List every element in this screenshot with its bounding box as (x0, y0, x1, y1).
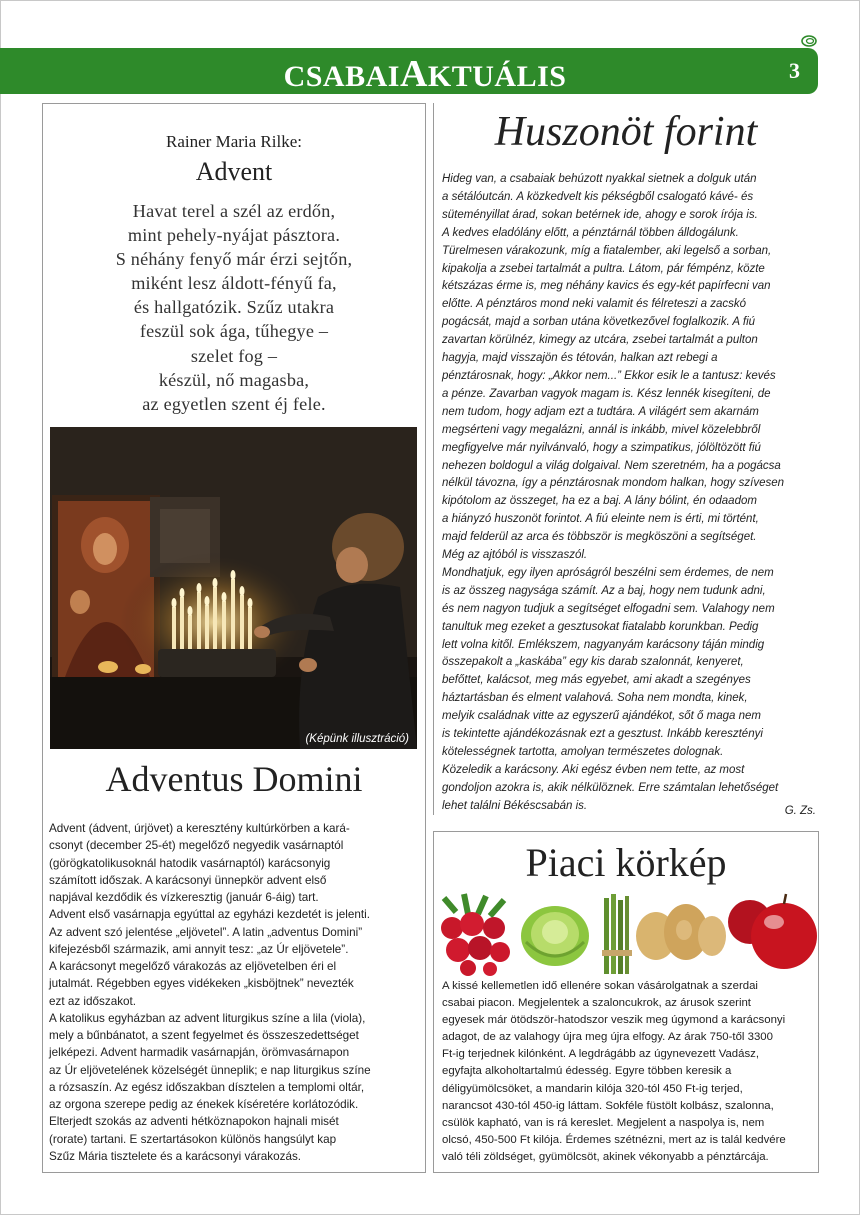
poem-line: szelet fog – (190, 345, 278, 366)
body-line: az Úr eljövetelének közelségét ünneplik; e nap liturgikus színe (49, 1063, 371, 1077)
body-line: kipótolom az összeget, ha ez a baj. A lány bólint, én odaadom (442, 495, 757, 508)
body-line: kifejezésből származik, ami annyit tesz: „az Úr eljövetele”. (49, 942, 349, 956)
body-line: megfigyelve már nyilvánvaló, hogy a szimpatikus, jólöltözött fiú (442, 441, 761, 454)
poem-author: Rainer Maria Rilke: (166, 132, 302, 151)
candles-photo-art (50, 427, 417, 749)
body-line: süteményillat árad, sokan betérnek ide, ahogy e sorok írója is. (442, 208, 758, 221)
story-title: Huszonöt forint (494, 109, 758, 155)
body-line: lehet találni Békéscsabán is. (442, 799, 588, 812)
poem-body (42, 199, 426, 416)
body-line: gondoljon azokra is, akik nélkülöznek. Erre számtalan lehetőséget (442, 781, 779, 794)
body-line: való téli zöldséget, gyümölcsöt, akinek vékonyabb a pénztárcája. (442, 1150, 769, 1163)
body-line: A kissé kellemetlen idő ellenére sokan vásárolgatnak a szerdai (442, 980, 758, 992)
body-line: csabai piacon. Megjelentek a szaloncukrok, az árusok szerint (442, 997, 751, 1010)
body-line: melyik családnak vitte az egyszerű ajándékot, sőt ő maga nem (442, 710, 761, 723)
body-line: Advent első vasárnapja egyúttal az egyházi kezdetét is jelenti. (49, 908, 370, 922)
body-line: is az összeg nagysága számít. Az a baj, hogy nem tudunk adni, (442, 584, 766, 597)
body-line: (rorate) tartani. E szertartásokon különös hangsúlyt kap (49, 1132, 337, 1146)
body-line: csülök kapható, van is rá kereslet. Megjelent a naspolya is, nem (442, 1116, 765, 1129)
body-line: befőttet, kalácsot, meg más egyebet, ami akadt a szegényes (442, 674, 751, 687)
body-line: déligyümölcsöket, a mandarin kilója 320-tól 450 Ft-ig terjed, (442, 1082, 743, 1095)
masthead-part2: A (399, 53, 428, 95)
body-line: A kedves eladólány előtt, a pénztárnál többen álldogálunk. (442, 226, 739, 239)
swirl-logo-icon (800, 34, 818, 48)
poem-line: és hallgatózik. Szűz utakra (133, 297, 335, 318)
body-line: a pénze. Zavarban vagyok magam is. Kész lennék kisegíteni, de (442, 387, 771, 400)
poem-line: S néhány fenyő már érzi sejtőn, (115, 249, 353, 270)
candles-photo (50, 427, 417, 749)
poem-line: miként lesz áldott-fényű fa, (131, 273, 337, 294)
body-line: lett volna kitől. Emlékszem, nagyanyám karácsony táján mindig (442, 638, 765, 651)
adventus-body (49, 820, 423, 1165)
body-line: Türelmesen várakozunk, míg a fiatalember, aki legelső a sorban, (442, 244, 772, 257)
body-line: a sétálóutcán. A közkedvelt kis pékségből csalogató kávé- és (442, 190, 754, 203)
body-line: kétszázas érme is, meg néhány kavics és egy-két papírfecni van (442, 280, 771, 293)
body-line: Az advent szó jelentése „eljövetel”. A latin „adventus Domini” (49, 925, 363, 939)
body-line: megsérteni vagy megalázni, annál is inkább, mivel közelebbről (442, 423, 761, 436)
body-line: majd felderül az arca és többször is megköszöni a segítséget. (442, 531, 757, 544)
body-line: A karácsonyt megelőző várakozás az eljövetelben éri el (49, 960, 337, 973)
body-line: nem tudom, hogy adjam ezt a tudtára. A világért sem akarnám (442, 405, 759, 418)
body-line: Elterjedt szokás az adventi hétköznapokon hajnali misét (49, 1115, 339, 1129)
potato-image (634, 892, 726, 976)
body-line: a hiányzó huszonöt forintot. A fiú eleinte nem is érti, mi történt, (442, 513, 759, 526)
radish-image (434, 892, 514, 976)
body-line: jelképezi. Advent harmadik vasárnapján, örömvasárnapon (49, 1046, 350, 1060)
apple-image (728, 892, 818, 976)
body-line: nélkül távozna, így a pénztárosnak mondom halkan, hogy szívesen (442, 477, 785, 490)
story-body (442, 171, 814, 816)
body-line: tanultuk meg ezeket a gesztusokat fiatalabb korunkban. Pedig (442, 620, 759, 633)
poem-line: az egyetlen szent éj fele. (142, 393, 326, 414)
body-line: a rózsaszín. Az egész időszakban dísztelen a templomi oltár, (49, 1080, 365, 1094)
body-line: ezt az időszakot. (49, 994, 137, 1008)
page-number: 3 (789, 58, 800, 83)
body-line: jutalmát. Régebben egyes vidékeken „kisböjtnek” nevezték (49, 977, 354, 991)
body-line: A katolikus egyházban az advent liturgikus színe a lila (viola), (49, 1011, 366, 1025)
body-line: mely a bűnbánatot, a szent fegyelmet és összeszedettséget (49, 1029, 359, 1042)
poem-line: készül, nő magasba, (158, 369, 310, 390)
body-line: kipakolja a zsebei tartalmát a pultra. Látom, pár fémpénz, közte (442, 262, 765, 275)
body-line: olcsó, 450-500 Ft kilója. Érdemes szétnézni, mert az is talál kedvére (442, 1133, 786, 1146)
body-line: adagot, de az valahogy újra meg újra elfogy. Az árak 750-től 3300 (442, 1031, 773, 1044)
masthead-title (260, 52, 590, 96)
body-line: egyfajta alkoholtartalmú édesség. Egyre többen keresik a (442, 1065, 732, 1078)
body-line: Közeledik a karácsony. Aki egész évben nem tette, az most (442, 763, 745, 776)
body-line: zavartan körülnéz, kimegy az utcára, zsebei tartalmát a pulton (442, 334, 758, 347)
poem-line: mint pehely-nyájat pásztora. (127, 225, 341, 246)
asparagus-image (596, 892, 632, 976)
masthead-part3: KTUÁLIS (427, 60, 567, 93)
poem-line: feszül sok ága, tűhegye – (139, 321, 329, 342)
produce-photo-strip (434, 892, 818, 976)
body-line: napjával kezdődik és vízkeresztig (január 6-áig) tart. (49, 891, 319, 904)
lettuce-image (516, 892, 594, 976)
market-title: Piaci körkép (525, 840, 727, 885)
body-line: is tekintette ajándékozásnak ezt a gesztust. Inkább keresztényi (442, 728, 763, 741)
body-line: Ft-ig terjednek kilónként. A legdrágább az úgynevezett Vadász, (442, 1048, 760, 1061)
body-line: csonyt (december 25-ét) megelőző negyedik vasárnaptól (49, 839, 344, 853)
photo-caption: (Képünk illusztráció) (305, 733, 409, 745)
body-line: narancsot 430-tól 450-ig láttam. Sokféle füstölt kolbász, szalonna, (442, 1099, 774, 1112)
body-line: hagyja, majd visszajön és tétován, halkan azt rebegi a (442, 352, 718, 365)
body-line: előtte. A pénztáros mond neki valamit és félreteszi a zacskó (442, 298, 747, 311)
body-line: háztartásban és elment valahová. Soha nem mondta, kinek, (442, 692, 748, 705)
body-line: összepakolt a „kaskába” egy kis darab szalonnát, kenyeret, (442, 656, 744, 669)
body-line: pénztárosnak, hogy: „Akkor nem...” Ekkor esik le a tantusz: kevés (442, 369, 776, 382)
poem-title: Advent (195, 157, 273, 186)
body-line: kötelességnek tartotta, amolyan természetes dolognak. (442, 746, 724, 758)
body-line: Mondhatjuk, egy ilyen apróságról beszélni sem érdemes, de nem (442, 566, 774, 579)
body-line: Hideg van, a csabaiak behúzott nyakkal sietnek a dolguk után (442, 173, 757, 185)
body-line: Még az ajtóból is visszaszól. (442, 549, 588, 562)
body-line: Advent (ádvent, úrjövet) a keresztény kultúrkörben a kará- (49, 822, 350, 835)
body-line: (görögkatolikusoknál hatodik vasárnaptól) karácsonyig (49, 856, 331, 870)
adventus-title: Adventus Domini (105, 759, 363, 799)
body-line: egyesek már ötödször-hatodszor veszik meg úgymond a karácsonyi (442, 1014, 786, 1027)
produce-photo-art (434, 892, 818, 976)
masthead-part1: CSABAI (283, 60, 400, 93)
column-divider (433, 103, 434, 815)
body-line: számított időszak. A karácsonyi ünnepkör advent első (49, 873, 327, 887)
story-signature: G. Zs. (784, 805, 816, 817)
body-line: nehezen boldogul a világ dolgaival. Nem szeretném, ha a pogácsa (442, 459, 781, 472)
body-line: az orgona szerepe pedig az énekek kíséretére korlátozódik. (49, 1098, 359, 1111)
market-body (442, 978, 814, 1166)
poem-line: Havat terel a szél az erdőn, (132, 201, 336, 221)
body-line: Szűz Mária tisztelete és a karácsonyi várakozás. (49, 1149, 302, 1163)
body-line: és nem nagyon tudjuk a segítséget elfogadni sem. Valahogy nem (442, 602, 775, 615)
body-line: pogácsát, majd a sorban utána következővel foglalkozik. A fiú (442, 316, 756, 329)
